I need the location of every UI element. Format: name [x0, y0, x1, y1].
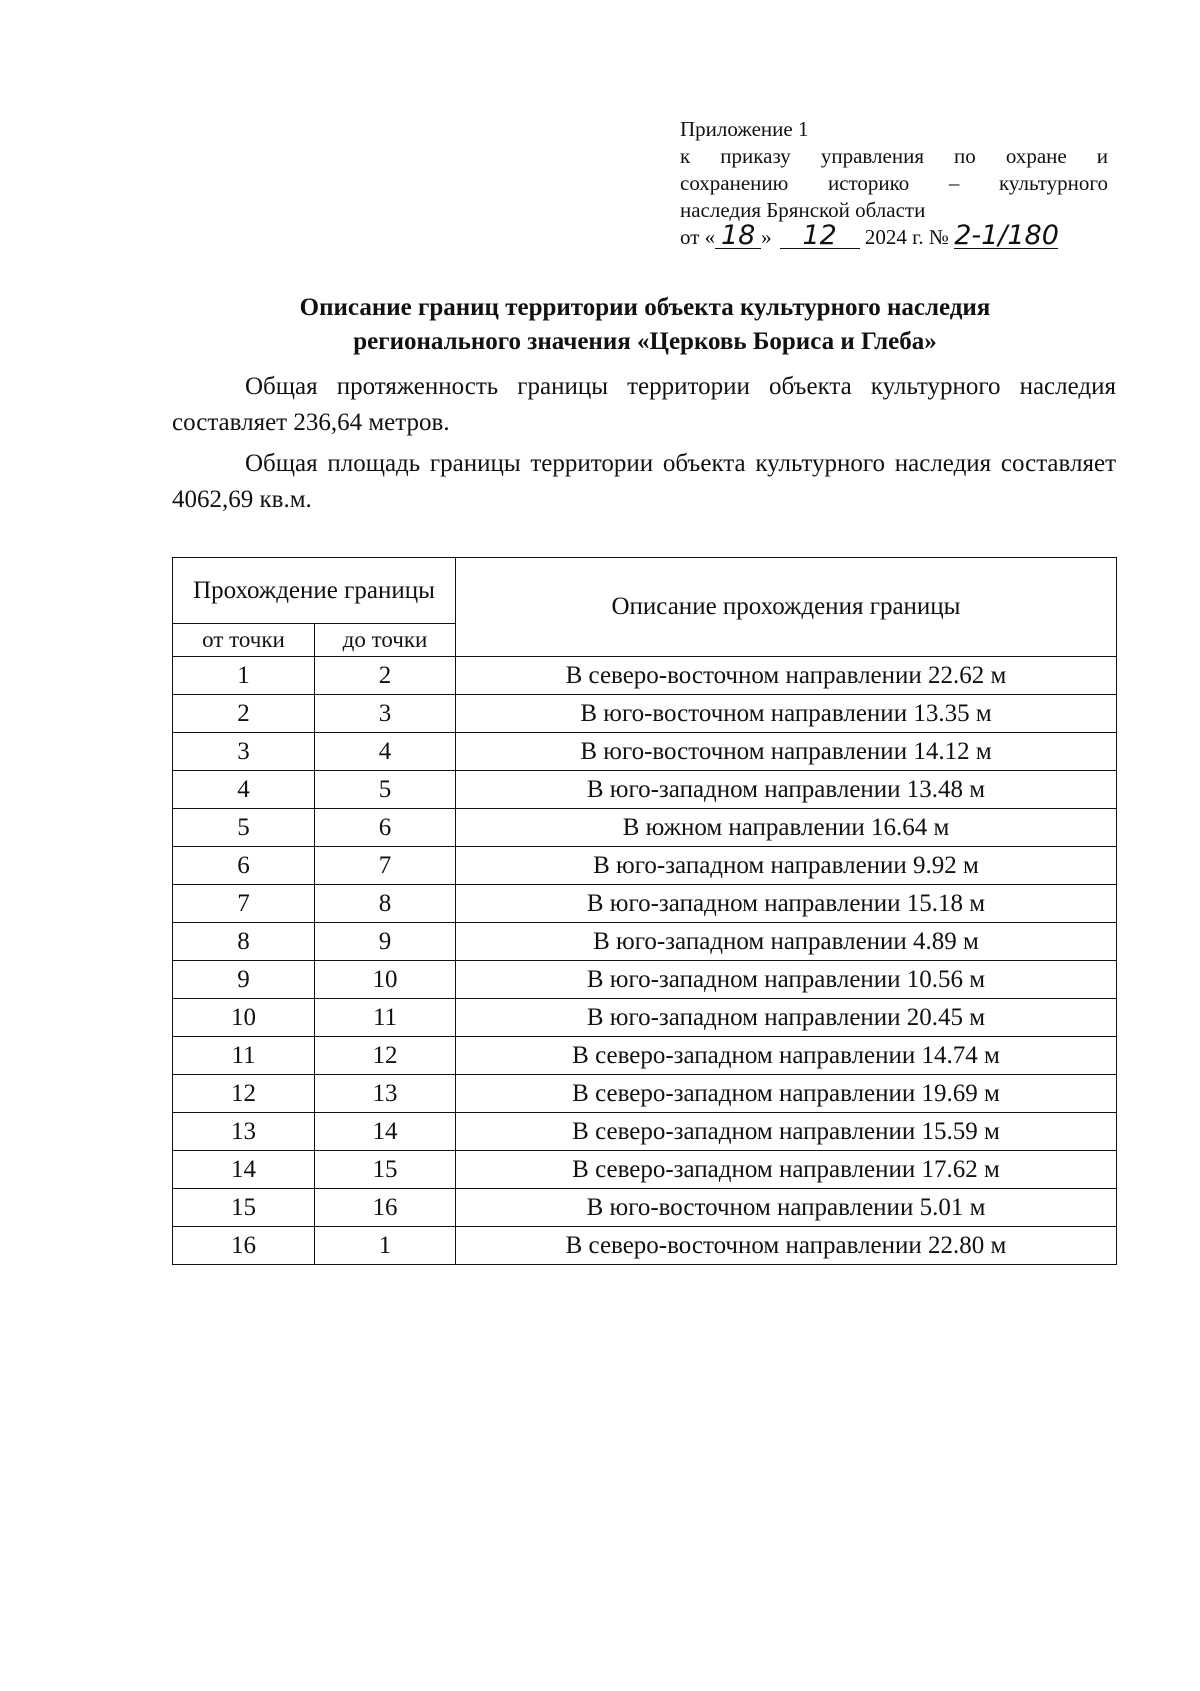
to-point-cell: 10	[315, 961, 456, 999]
from-point-cell: 8	[173, 923, 315, 961]
table-row	[173, 733, 1117, 771]
appendix-line-department: сохранению историко – культурного	[680, 171, 1108, 195]
to-point-cell: 14	[315, 1113, 456, 1151]
to-point-cell: 5	[315, 771, 456, 809]
to-point-cell: 12	[315, 1037, 456, 1075]
to-point-cell: 2	[315, 657, 456, 695]
description-cell: В юго-западном направлении 13.48 м	[456, 771, 1117, 809]
description-cell: В юго-западном направлении 4.89 м	[456, 923, 1117, 961]
table-row	[173, 809, 1117, 847]
handwritten-month: 12	[780, 224, 860, 249]
header-boundary-passage: Прохождение границы	[173, 558, 456, 624]
to-point-cell: 6	[315, 809, 456, 847]
description-cell: В юго-западном направлении 15.18 м	[456, 885, 1117, 923]
total-length-paragraph: Общая протяженность границы территории объекта культурного наследия составляет 236,64 метров.	[172, 373, 1116, 436]
to-point-cell: 9	[315, 923, 456, 961]
header-description: Описание прохождения границы	[456, 558, 1117, 657]
table-row	[173, 923, 1117, 961]
table-row	[173, 1113, 1117, 1151]
to-point-cell: 3	[315, 695, 456, 733]
from-point-cell: 14	[173, 1151, 315, 1189]
from-point-cell: 13	[173, 1113, 315, 1151]
from-point-cell: 5	[173, 809, 315, 847]
date-mid: »	[761, 225, 772, 249]
title-line-1: Описание границ территории объекта культурного наследия	[299, 294, 991, 321]
to-point-cell: 16	[315, 1189, 456, 1227]
from-point-cell: 9	[173, 961, 315, 999]
table-row	[173, 695, 1117, 733]
description-cell: В северо-восточном направлении 22.62 м	[456, 657, 1117, 695]
table-row	[173, 1151, 1117, 1189]
title-line-2: регионального значения «Церковь Бориса и Глеба»	[353, 328, 937, 355]
table-row	[173, 961, 1117, 999]
appendix-date-line	[680, 220, 1108, 251]
to-point-cell: 15	[315, 1151, 456, 1189]
description-cell: В юго-западном направлении 9.92 м	[456, 847, 1117, 885]
from-point-cell: 3	[173, 733, 315, 771]
appendix-title: Приложение 1	[680, 117, 809, 141]
table-row	[173, 657, 1117, 695]
to-point-cell: 8	[315, 885, 456, 923]
table-row	[173, 847, 1117, 885]
table-row	[173, 999, 1117, 1037]
description-cell: В северо-западном направлении 15.59 м	[456, 1113, 1117, 1151]
from-point-cell: 6	[173, 847, 315, 885]
to-point-cell: 11	[315, 999, 456, 1037]
handwritten-day: 18	[715, 224, 761, 249]
description-cell: В южном направлении 16.64 м	[456, 809, 1117, 847]
description-cell: В северо-западном направлении 14.74 м	[456, 1037, 1117, 1075]
description-cell: В северо-западном направлении 17.62 м	[456, 1151, 1117, 1189]
table-row	[173, 1037, 1117, 1075]
from-point-cell: 16	[173, 1227, 315, 1265]
date-prefix: от «	[680, 225, 716, 249]
to-point-cell: 13	[315, 1075, 456, 1113]
description-cell: В юго-восточном направлении 13.35 м	[456, 695, 1117, 733]
handwritten-order-number: 2-1/180	[954, 220, 1059, 251]
from-point-cell: 11	[173, 1037, 315, 1075]
table-row	[173, 1075, 1117, 1113]
table-row	[173, 771, 1117, 809]
from-point-cell: 7	[173, 885, 315, 923]
appendix-line-order: к приказу управления по охране и	[680, 144, 1108, 168]
description-cell: В юго-восточном направлении 14.12 м	[456, 733, 1117, 771]
description-cell: В юго-восточном направлении 5.01 м	[456, 1189, 1117, 1227]
from-point-cell: 10	[173, 999, 315, 1037]
to-point-cell: 7	[315, 847, 456, 885]
to-point-cell: 4	[315, 733, 456, 771]
description-cell: В юго-западном направлении 20.45 м	[456, 999, 1117, 1037]
table-row	[173, 885, 1117, 923]
description-cell: В юго-западном направлении 10.56 м	[456, 961, 1117, 999]
header-from-point: от точки	[173, 624, 315, 657]
from-point-cell: 15	[173, 1189, 315, 1227]
table-row	[173, 1227, 1117, 1265]
header-to-point: до точки	[315, 624, 456, 657]
description-cell: В северо-западном направлении 19.69 м	[456, 1075, 1117, 1113]
from-point-cell: 12	[173, 1075, 315, 1113]
appendix-block	[680, 116, 1108, 251]
description-cell: В северо-восточном направлении 22.80 м	[456, 1227, 1117, 1265]
from-point-cell: 4	[173, 771, 315, 809]
table-row	[173, 1189, 1117, 1227]
from-point-cell: 2	[173, 695, 315, 733]
table-body	[173, 657, 1117, 1265]
total-area-paragraph: Общая площадь границы территории объекта культурного наследия составляет 4062,69 кв.м.	[172, 450, 1116, 513]
date-year: 2024 г. №	[864, 225, 949, 249]
to-point-cell: 1	[315, 1227, 456, 1265]
document-title	[172, 291, 1118, 359]
boundary-table	[172, 557, 1117, 1265]
appendix-line-region: наследия Брянской области	[680, 198, 926, 222]
from-point-cell: 1	[173, 657, 315, 695]
